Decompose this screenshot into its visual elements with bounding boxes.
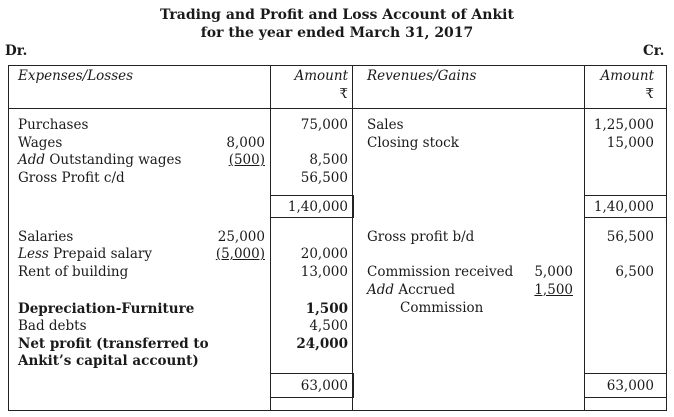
accrued-commission-label [367, 282, 455, 298]
net-profit-amount: 24,000 [296, 336, 348, 352]
add-word: Add [367, 282, 395, 298]
prepaid-salary-inner-amount [190, 246, 265, 262]
pl-total-right: 63,000 [606, 378, 654, 394]
dr-label: Dr. [5, 43, 28, 59]
closing-stock-label: Closing stock [367, 135, 459, 151]
pl-total-left: 63,000 [300, 378, 348, 394]
trading-total-right: 1,40,000 [593, 199, 654, 215]
trading-total-left: 1,40,000 [287, 199, 348, 215]
commission-net-amount: 6,500 [615, 264, 654, 280]
commission-received-label: Commission received [367, 264, 514, 280]
prepaid-salary-label [18, 246, 152, 262]
commission-inner-amount: 5,000 [534, 264, 573, 280]
salaries-label: Salaries [18, 229, 74, 245]
depreciation-amount: 1,500 [305, 301, 348, 317]
closing-stock-amount: 15,000 [606, 135, 654, 151]
header-amount-right: Amount [600, 68, 654, 84]
purchases-amount: 75,000 [300, 117, 348, 133]
accrued-text: Accrued [394, 282, 455, 298]
wages-label: Wages [18, 135, 63, 151]
less-word: Less [18, 246, 49, 262]
bad-debts-amount: 4,500 [309, 318, 348, 334]
rupee-symbol-left: ₹ [339, 86, 348, 102]
accrued-value: 1,500 [534, 282, 573, 298]
gross-profit-cd-label: Gross Profit c/d [18, 170, 125, 186]
account-title: Trading and Profit and Loss Account of Ankit [160, 7, 514, 23]
wages-net-amount: 8,500 [309, 152, 348, 168]
purchases-label: Purchases [18, 117, 89, 133]
sales-amount: 1,25,000 [593, 117, 654, 133]
gross-profit-cd-amount: 56,500 [300, 170, 348, 186]
bad-debts-label: Bad debts [18, 318, 87, 334]
header-amount-left: Amount [294, 68, 348, 84]
outstanding-wages-value: (500) [228, 152, 265, 168]
depreciation-label: Depreciation-Furniture [18, 301, 195, 317]
header-divider [8, 108, 666, 109]
salaries-net-amount: 20,000 [300, 246, 348, 262]
rupee-symbol-right: ₹ [645, 86, 654, 102]
commission-word: Commission [400, 300, 484, 316]
gross-profit-bd-label: Gross profit b/d [367, 229, 475, 245]
cr-label: Cr. [643, 43, 665, 59]
net-profit-label-line1: Net profit (transferred to [18, 336, 209, 352]
outstanding-wages-text: Outstanding wages [45, 152, 182, 168]
gross-profit-bd-amount: 56,500 [606, 229, 654, 245]
salaries-inner-amount: 25,000 [217, 229, 265, 245]
rent-amount: 13,000 [300, 264, 348, 280]
net-profit-label-line2: Ankit’s capital account) [18, 353, 199, 369]
prepaid-salary-value: (5,000) [215, 246, 265, 262]
header-expenses: Expenses/Losses [18, 68, 134, 84]
column-divider [352, 65, 353, 410]
prepaid-salary-text: Prepaid salary [48, 246, 152, 262]
add-word: Add [18, 152, 46, 168]
account-period: for the year ended March 31, 2017 [200, 25, 474, 41]
sales-label: Sales [367, 117, 404, 133]
wages-inner-amount: 8,000 [226, 135, 265, 151]
header-revenues: Revenues/Gains [367, 68, 477, 84]
accrued-inner-amount [520, 282, 573, 298]
outstanding-wages-inner-amount [190, 152, 265, 168]
outstanding-wages-label [18, 152, 181, 168]
rent-label: Rent of building [18, 264, 129, 280]
